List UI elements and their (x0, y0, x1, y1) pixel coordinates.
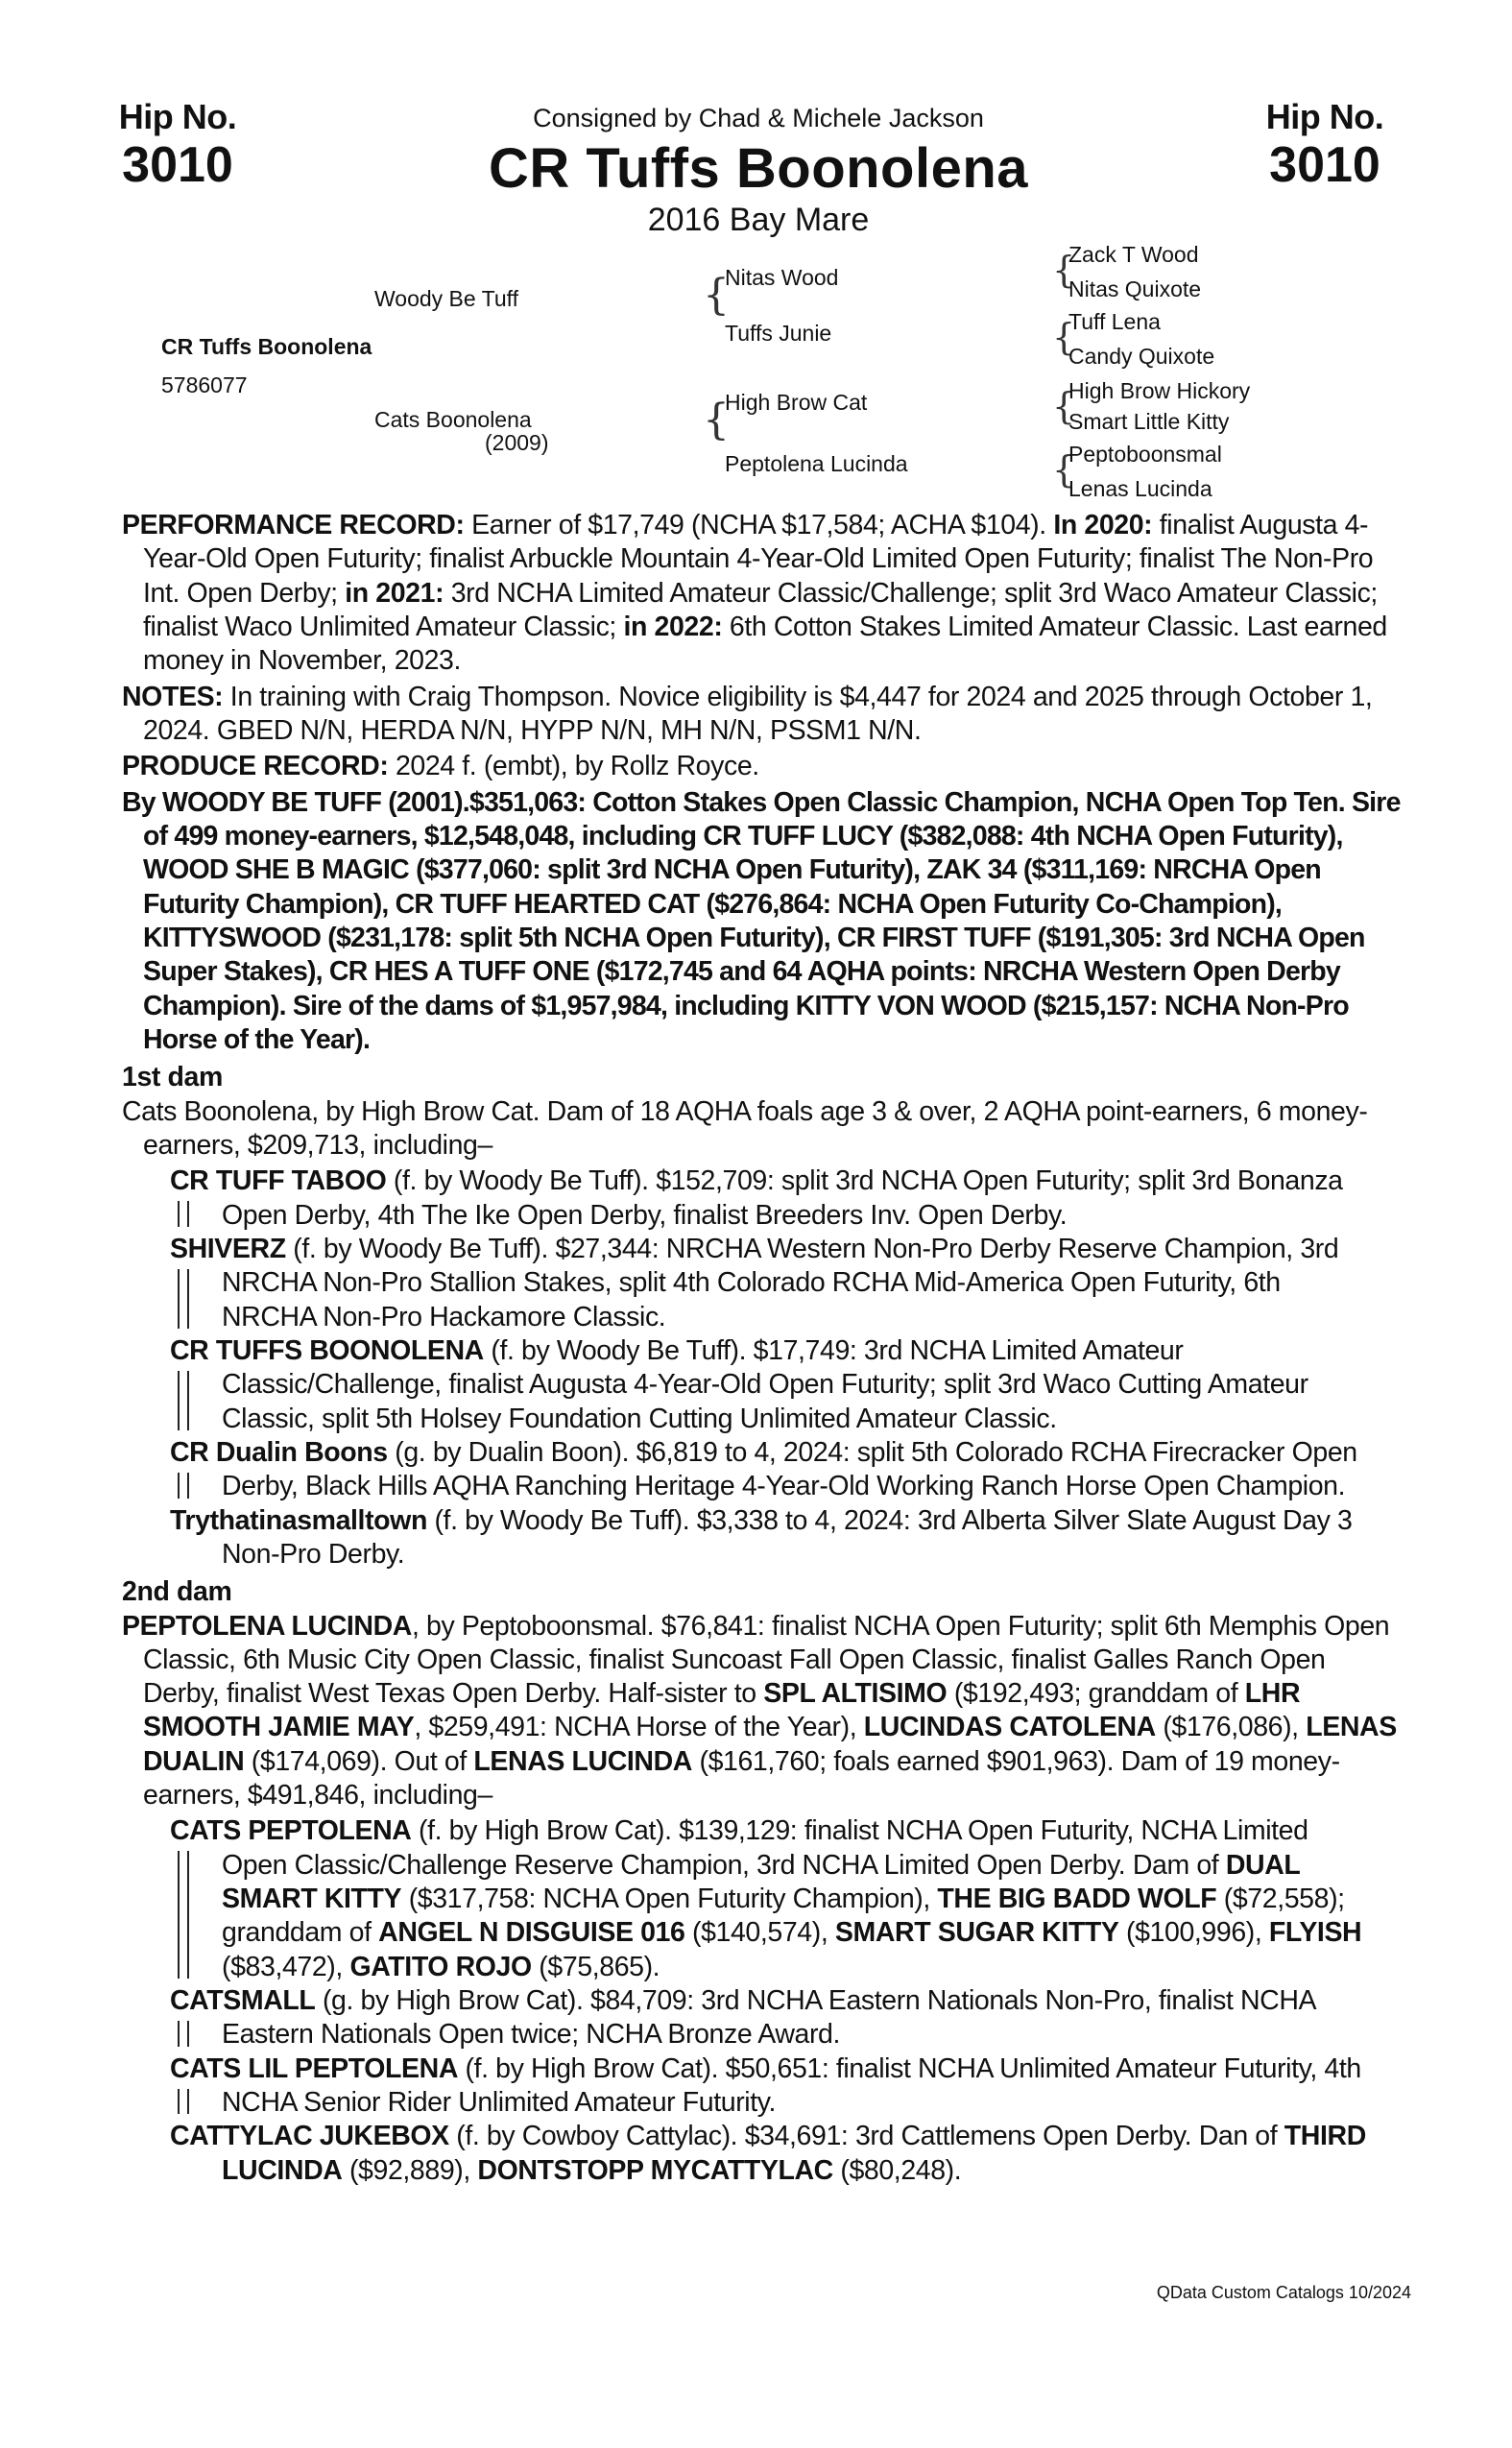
pedigree-g5: High Brow Hickory (1068, 378, 1251, 403)
produce-entry: CR TUFF TABOO (f. by Woody Be Tuff). $152,709: split 3rd NCHA Open Futurity; split 3rd Bonanza Open Derby, 4th The Ike Open Derby, finalist Breeders Inv. Open Derby. (170, 1165, 1343, 1231)
produce-entry: SHIVERZ (f. by Woody Be Tuff). $27,344: NRCHA Western Non-Pro Derby Reserve Champion, 3rd NRCHA Non-Pro Stallion Stakes, split 4th Colorado RCHA Mid-America Open Futurity, 6th NRCHA Non-Pro Hackamore Classic. (170, 1233, 1339, 1332)
pedigree-g7: Peptoboonsmal (1068, 442, 1222, 467)
brace: { (1052, 385, 1076, 427)
produce-bar (178, 2021, 189, 2047)
hip-label: Hip No. (118, 97, 237, 136)
brace: { (1052, 249, 1076, 291)
brace: { (1052, 316, 1076, 358)
foaling-info: 2016 Bay Mare (647, 202, 870, 238)
pedigree-dam-sire: High Brow Cat (725, 390, 868, 415)
brace: { (1052, 448, 1076, 491)
brace: { (703, 271, 730, 320)
pedigree-sire-dam: Tuffs Junie (725, 321, 832, 346)
hip-label: Hip No. (1265, 97, 1384, 136)
pedigree-registration: 5786077 (161, 372, 248, 397)
pedigree-sire-sire: Nitas Wood (725, 265, 839, 290)
horse-name: CR Tuffs Boonolena (488, 137, 1029, 200)
produce-entry: CATTYLAC JUKEBOX (f. by Cowboy Cattylac). $34,691: 3rd Cattlemens Open Derby. Dan of THIRD LUCINDA ($92,889), DONTSTOPP MYCATTYLAC ($80,248). (170, 2121, 1366, 2186)
produce-entry: Trythatinasmalltown (f. by Woody Be Tuff). $3,338 to 4, 2024: 3rd Alberta Silver Slate August Day 3 Non-Pro Derby. (170, 1504, 1353, 1570)
hip-number-right (1253, 97, 1397, 193)
produce-entry: CR Dualin Boons (g. by Dualin Boon). $6,819 to 4, 2024: split 5th Colorado RCHA Firecracker Open Derby, Black Hills AQHA Ranching Heritage 4-Year-Old Working Ranch Horse Open Champion. (170, 1436, 1357, 1502)
produce-entry: CR TUFFS BOONOLENA (f. by Woody Be Tuff). $17,749: 3rd NCHA Limited Amateur Classic/Challenge, finalist Augusta 4-Year-Old Open Futurity; split 3rd Waco Cutting Amateur Classic, split 5th Holsey Foundation Cutting Unlimited Amateur Classic. (170, 1334, 1308, 1434)
footer-credit: QData Custom Catalogs 10/2024 (1156, 2283, 1411, 2302)
pedigree-dam: Cats Boonolena (374, 407, 532, 432)
catalog-body (122, 509, 1408, 2188)
pedigree-g3: Tuff Lena (1068, 309, 1161, 334)
pedigree-g2: Nitas Quixote (1068, 276, 1202, 301)
produce-bar (178, 1201, 189, 1227)
pedigree-dam-year: (2009) (485, 430, 549, 455)
notes: NOTES: In training with Craig Thompson. Novice eligibility is $4,447 for 2024 and 2025 through October 1, 2024. GBED N/N, HERDA N/N, HYPP N/N, MH N/N, PSSM1 N/N. (122, 681, 1373, 746)
sire-summary: By WOODY BE TUFF (2001).$351,063: Cotton Stakes Open Classic Champion, NCHA Open Top Ten. Sire of 499 money-earners, $12,548,048, including CR TUFF LUCY ($382,088: 4th NCHA Open Futurity), WOOD SHE B MAGIC ($377,060: split 3rd NCHA Open Futurity), ZAK 34 ($311,169: NRCHA Open Futurity Champion), CR TUFF HEARTED CAT ($276,864: NCHA Open Futurity Co-Champion), KITTYSWOOD ($231,178: split 5th NCHA Open Futurity), CR FIRST TUFF ($191,305: 3rd NCHA Open Super Stakes), CR HES A TUFF ONE ($172,745 and 64 AQHA points: NRCHA Western Open Derby Champion). Sire of the dams of $1,957,984, including KITTY VON WOOD ($215,157: NCHA Non-Pro Horse of the Year). (122, 786, 1401, 1055)
first-dam-heading: 1st dam (122, 1062, 223, 1093)
second-dam-intro: PEPTOLENA LUCINDA, by Peptoboonsmal. $76,841: finalist NCHA Open Futurity; split 6th Memphis Open Classic, 6th Music City Open Classic, finalist Suncoast Fall Open Classic, finalist Galles Ranch Open Derby, finalist West Texas Open Derby. Half-sister to SPL ALTISIMO ($192,493; granddam of LHR SMOOTH JAMIE MAY, $259,491: NCHA Horse of the Year), LUCINDAS CATOLENA ($176,086), LENAS DUALIN ($174,069). Out of LENAS LUCINDA ($161,760; foals earned $901,963). Dam of 19 money-earners, $491,846, including– (122, 1610, 1397, 1812)
produce-bar (178, 1269, 189, 1329)
produce-entry: CATS PEPTOLENA (f. by High Brow Cat). $139,129: finalist NCHA Open Futurity, NCHA Limited Open Classic/Challenge Reserve Champion, 3rd NCHA Limited Open Derby. Dam of DUAL SMART KITTY ($317,758: NCHA Open Futurity Champion), THE BIG BADD WOLF ($72,558); granddam of ANGEL N DISGUISE 016 ($140,574), SMART SUGAR KITTY ($100,996), FLYISH ($83,472), GATITO ROJO ($75,865). (170, 1815, 1362, 1982)
performance-record: PERFORMANCE RECORD: Earner of $17,749 (NCHA $17,584; ACHA $104). In 2020: finalist Augusta 4-Year-Old Open Futurity; finalist Arbuckle Mountain 4-Year-Old Limited Open Futurity; finalist The Non-Pro Int. Open Derby; in 2021: 3rd NCHA Limited Amateur Classic/Challenge; split 3rd Waco Amateur Classic; finalist Waco Unlimited Amateur Classic; in 2022: 6th Cotton Stakes Limited Amateur Classic. Last earned money in November, 2023. (122, 510, 1387, 677)
pedigree-dam-dam: Peptolena Lucinda (725, 451, 908, 476)
hip-number-left (106, 97, 250, 193)
pedigree-sire: Woody Be Tuff (374, 286, 519, 311)
pedigree-g4: Candy Quixote (1068, 344, 1215, 369)
produce-bar (178, 1851, 189, 1979)
first-dam-intro: Cats Boonolena, by High Brow Cat. Dam of 18 AQHA foals age 3 & over, 2 AQHA point-earners, 6 money-earners, $209,713, including– (122, 1095, 1368, 1161)
pedigree-subject: CR Tuffs Boonolena (161, 334, 372, 359)
produce-entry: CATSMALL (g. by High Brow Cat). $84,709: 3rd NCHA Eastern Nationals Non-Pro, finalist NCHA Eastern Nationals Open twice; NCHA Bronze Award. (170, 1985, 1315, 2051)
produce-record: PRODUCE RECORD: 2024 f. (embt), by Rollz Royce. (122, 751, 759, 782)
hip-number: 3010 (1269, 137, 1380, 193)
brace: { (703, 396, 730, 444)
produce-entry: CATS LIL PEPTOLENA (f. by High Brow Cat). $50,651: finalist NCHA Unlimited Amateur Futurity, 4th NCHA Senior Rider Unlimited Amateur Futurity. (170, 2052, 1361, 2119)
produce-bar (178, 1473, 189, 1499)
hip-number: 3010 (122, 137, 233, 193)
pedigree-g1: Zack T Wood (1068, 242, 1199, 267)
second-dam-heading: 2nd dam (122, 1576, 232, 1608)
pedigree-g8: Lenas Lucinda (1068, 476, 1212, 501)
consignor: Consigned by Chad & Michele Jackson (533, 104, 984, 132)
pedigree-g6: Smart Little Kitty (1068, 409, 1230, 434)
produce-bar (178, 2089, 189, 2115)
produce-bar (178, 1371, 189, 1430)
